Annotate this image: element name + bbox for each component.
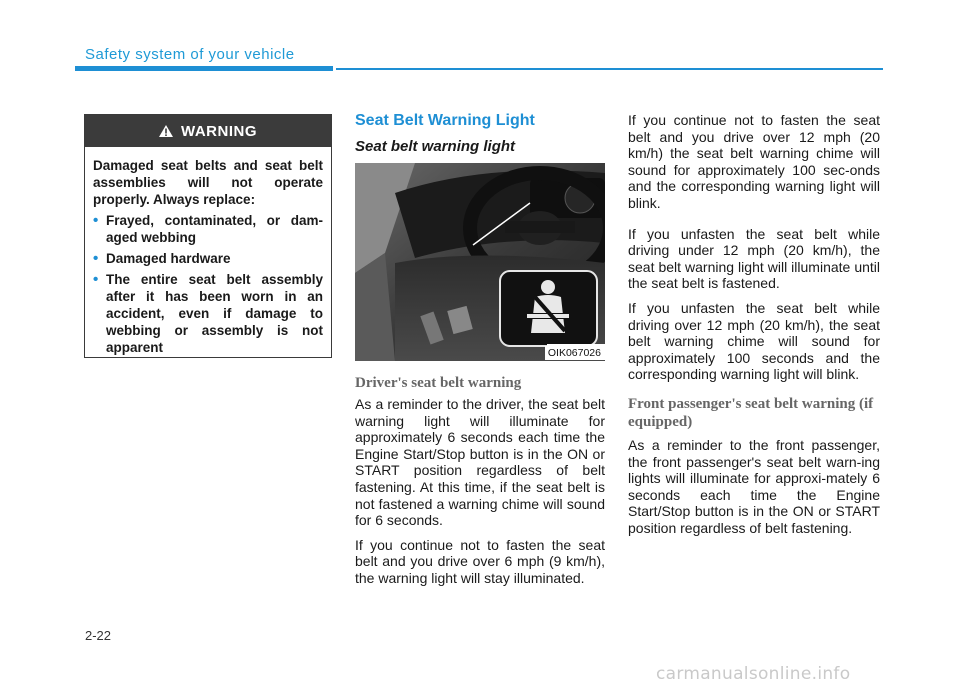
list-item-text: Damaged hardware [106,251,231,266]
header-rule-thick [75,66,333,71]
warning-box [84,114,332,358]
bullet-icon: • [93,250,99,267]
header-rule-thin [336,68,883,70]
warning-header [85,115,331,147]
warning-triangle-icon [159,125,173,137]
dashboard-illustration [355,163,605,361]
bullet-icon: • [93,271,99,288]
right-paragraph-2: If you unfasten the seat belt while driving under 12 mph (20 km/h), the seat belt warning light will illuminate until the seat belt is fastened. [628,225,880,292]
warning-intro: Damaged seat belts and seat belt assemblies will not operate properly. Always replace: [93,158,323,207]
driver-paragraph-2: If you continue not to fasten the seat belt and you drive over 6 mph (9 km/h), the warning light will stay illuminated. [355,536,605,586]
list-item-text: The entire seat belt assembly after it has been worn in an accident, even if damage to webbing or assembly is not apparent [106,272,323,355]
warning-body [85,147,331,356]
subsection-heading: Seat belt warning light [355,138,516,155]
driver-paragraph-1: As a reminder to the driver, the seat belt warning light will illuminate for approximately 6 seconds each time the Engine Start/Stop button is in the ON or START position regardless of belt fastening. At this time, if the seat belt is not fastened a warning chime will sound for 6 seconds. [355,396,605,529]
section-title: Safety system of your vehicle [85,46,295,63]
passenger-heading: Front passenger's seat belt warning (if equipped) [628,395,874,430]
list-item [93,250,323,267]
warning-list [93,212,323,356]
right-paragraph-1: If you continue not to fasten the seat belt and you drive over 12 mph (20 km/h) the seat belt warning chime will sound for approximately 100 sec-onds and the corresponding warning light will blink. [628,112,880,211]
section-heading: Seat Belt Warning Light [355,112,535,129]
passenger-paragraph: As a reminder to the front passenger, the front passenger's seat belt warn-ing lights will illuminate for approxi-mately 6 seconds each time the Engine Start/Stop button is in the ON or START position regardless of belt fastening. [628,436,880,536]
middle-column [355,108,605,595]
list-item [93,212,323,246]
image-code: OIK067026 [545,346,604,360]
page-number: 2-22 [85,628,112,643]
list-item-text: Frayed, contaminated, or dam-aged webbing [106,213,323,245]
right-paragraph-3: If you unfasten the seat belt while driving over 12 mph (20 km/h), the seat belt warning chime will sound for approximately 100 seconds and the corresponding warning light will blink. [628,299,880,383]
bullet-icon: • [93,212,99,229]
warning-title: WARNING [181,122,257,140]
right-column [628,112,880,544]
list-item [93,271,323,356]
driver-heading: Driver's seat belt warning [355,375,522,391]
dashboard-photo [355,163,605,361]
watermark: carmanualsonline.info [656,664,851,684]
